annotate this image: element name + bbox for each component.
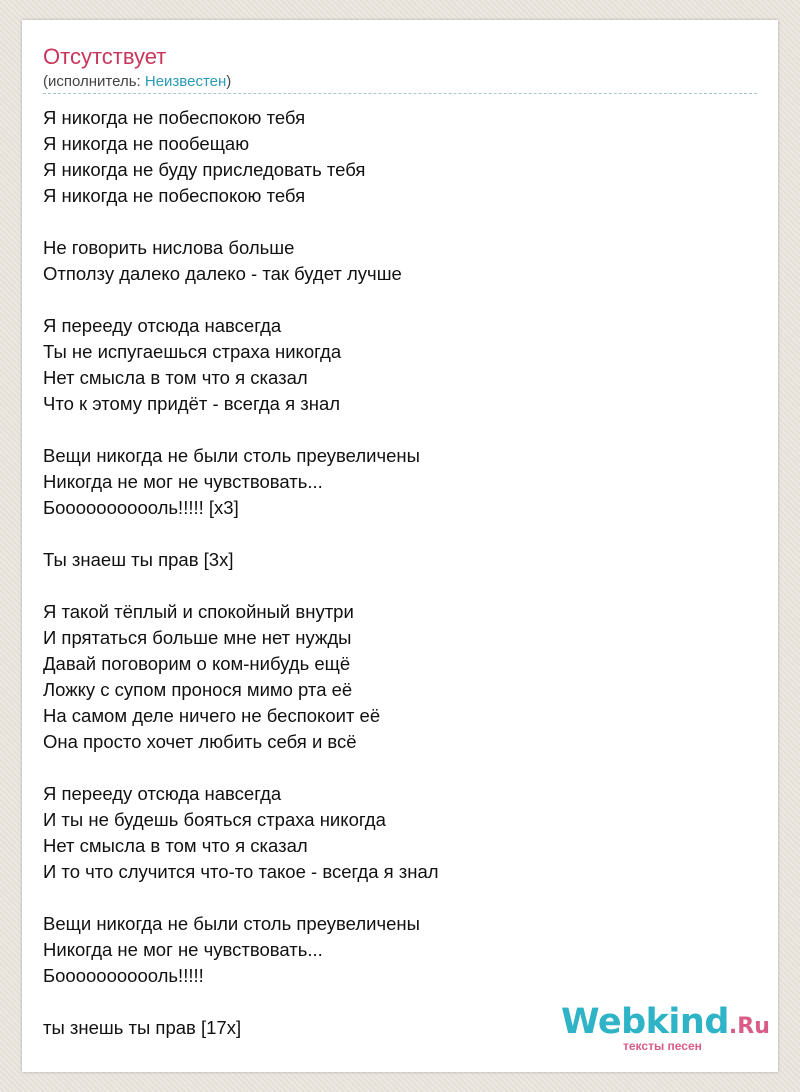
song-title: Отсутствует <box>43 44 167 69</box>
lyric-line: Я никогда не пообещаю <box>43 133 250 154</box>
stanza-break <box>43 417 763 443</box>
logo-tagline: тексты песен <box>623 1039 702 1053</box>
logo-main-text: Webkind <box>561 1002 729 1042</box>
stanza-break <box>43 521 763 547</box>
logo-tld: .Ru <box>728 1014 770 1039</box>
lyric-line: ты знешь ты прав [17х] <box>43 1017 242 1038</box>
lyric-line: Вещи никогда не были столь преувеличены <box>43 445 420 466</box>
stanza-break <box>43 573 763 599</box>
artist-line <box>43 73 231 91</box>
lyric-line: Она просто хочет любить себя и всё <box>43 731 357 752</box>
lyric-line: Ты знаеш ты прав [3х] <box>43 549 234 570</box>
lyric-line: Я никогда не буду приследовать тебя <box>43 159 366 180</box>
lyric-line: Я перееду отсюда навсегда <box>43 783 282 804</box>
lyric-line: Ты не испугаешься страха никогда <box>43 341 342 362</box>
lyric-line: Я никогда не побеспокою тебя <box>43 107 306 128</box>
lyric-line: На самом деле ничего не беспокоит её <box>43 705 381 726</box>
lyric-line: Я никогда не побеспокою тебя <box>43 185 306 206</box>
lyric-line: Я перееду отсюда навсегда <box>43 315 282 336</box>
stanza-break <box>43 755 763 781</box>
lyric-line: И прятаться больше мне нет нужды <box>43 627 352 648</box>
lyric-line: Я такой тёплый и спокойный внутри <box>43 601 354 622</box>
lyric-line: Никогда не мог не чувствовать... <box>43 471 323 492</box>
lyric-line: Ложку с супом пронося мимо рта её <box>43 679 353 700</box>
lyric-line: Нет смысла в том что я сказал <box>43 367 308 388</box>
lyric-line: Что к этому придёт - всегда я знал <box>43 393 341 414</box>
lyric-line: Бооооооооооль!!!!! <box>43 965 204 986</box>
lyric-line: И ты не будешь бояться страха никогда <box>43 809 386 830</box>
lyric-line: Нет смысла в том что я сказал <box>43 835 308 856</box>
lyric-line: Бооооооооооль!!!!! [х3] <box>43 497 239 518</box>
artist-suffix: ) <box>226 73 232 90</box>
title-divider <box>43 93 757 94</box>
stanza-break <box>43 885 763 911</box>
artist-link[interactable]: Неизвестен <box>144 73 227 90</box>
lyric-line: И то что случится что-то такое - всегда я знал <box>43 861 439 882</box>
lyric-line: Никогда не мог не чувствовать... <box>43 939 323 960</box>
lyric-line: Давай поговорим о ком-нибудь ещё <box>43 653 351 674</box>
stanza-break <box>43 209 763 235</box>
artist-prefix: (исполнитель: <box>43 73 145 90</box>
lyric-line: Отползу далеко далеко - так будет лучше <box>43 263 402 284</box>
lyric-line: Вещи никогда не были столь преувеличены <box>43 913 420 934</box>
lyric-line: Не говорить нислова больше <box>43 237 295 258</box>
lyrics-text <box>43 105 763 1041</box>
lyrics-card <box>22 20 778 1072</box>
stanza-break <box>43 287 763 313</box>
